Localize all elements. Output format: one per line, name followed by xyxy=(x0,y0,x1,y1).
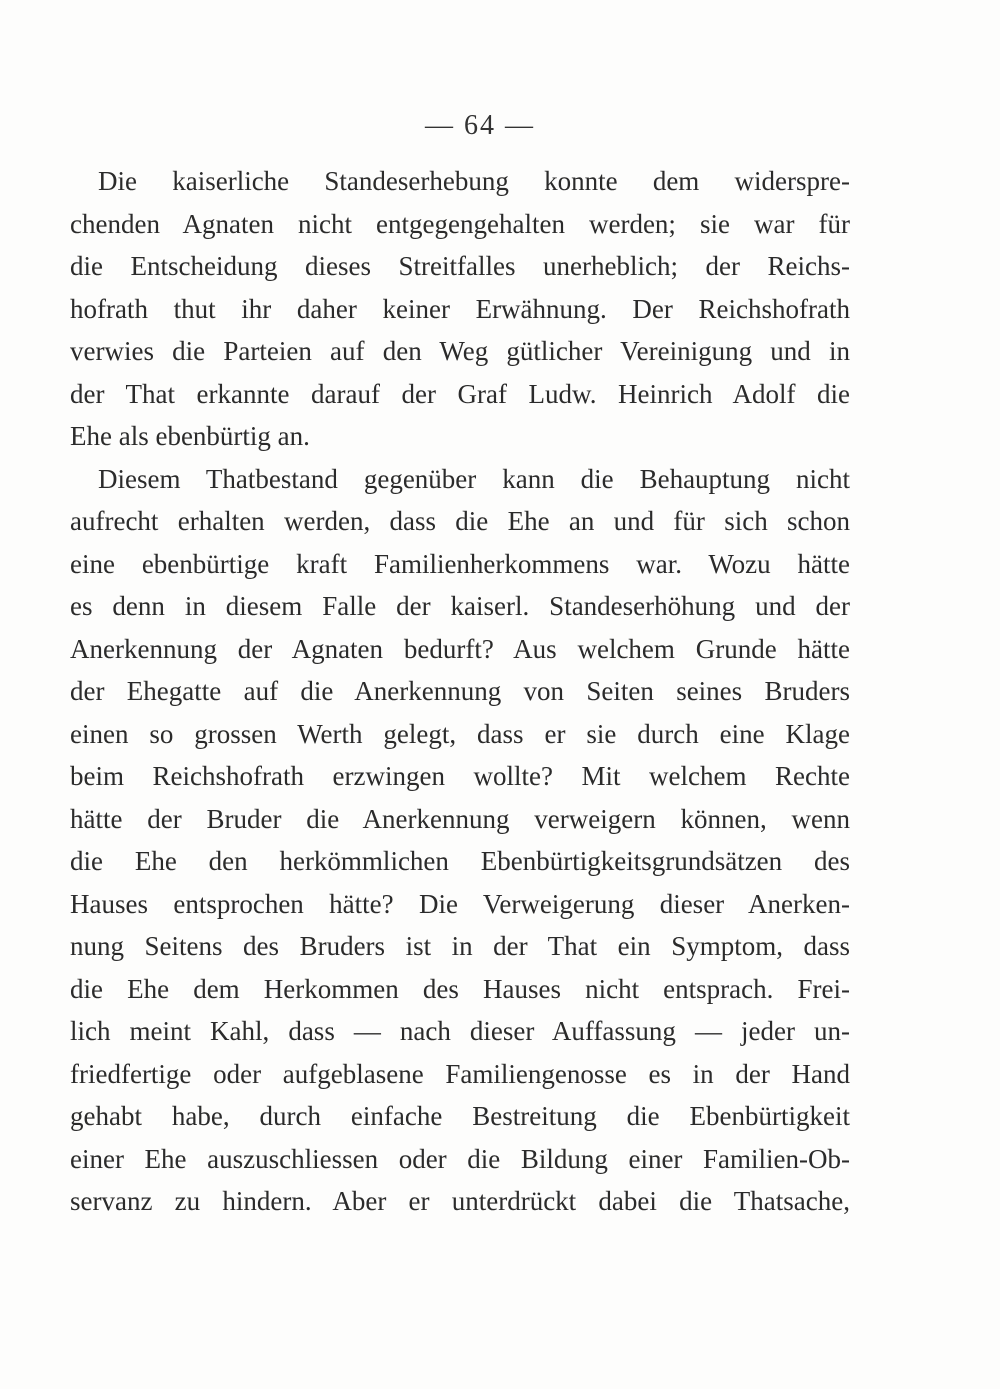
paragraph-2-line-7: einen so grossen Werth gelegt, dass er sie durch eine Klage xyxy=(70,718,850,749)
paragraph-2-line-18: servanz zu hindern. Aber er unterdrückt dabei die Thatsache, xyxy=(70,1186,850,1216)
paragraph-2-line-11: Hauses entsprochen hätte? Die Verweigerung dieser Anerken- xyxy=(70,888,850,919)
paragraph-2-line-5: Anerkennung der Agnaten bedurft? Aus welchem Grunde hätte xyxy=(70,633,850,664)
paragraph-2-line-13: die Ehe dem Herkommen des Hauses nicht entsprach. Frei- xyxy=(70,973,850,1004)
paragraph-2-line-1: Diesem Thatbestand gegenüber kann die Behauptung nicht xyxy=(98,463,850,494)
paragraph-2-line-9: hätte der Bruder die Anerkennung verweigern können, wenn xyxy=(70,803,850,834)
paragraph-1-line-1: Die kaiserliche Standeserhebung konnte dem widersprе- xyxy=(98,166,850,196)
body-text xyxy=(70,160,850,1223)
paragraph-1-line-7: Ehe als ebenbürtig an. xyxy=(70,421,310,451)
paragraph-2-line-12: nung Seitens des Bruders ist in der That ein Symptom, dass xyxy=(70,931,850,961)
paragraph-2-line-14: lich meint Kahl, dass — nach dieser Auffassung — jeder un- xyxy=(70,1016,850,1046)
paragraph-1-line-2: chenden Agnaten nicht entgegengehalten werden; sie war für xyxy=(70,208,850,239)
paragraph-1-line-4: hofrath thut ihr daher keiner Erwähnung. Der Reichshofrath xyxy=(70,293,850,324)
paragraph-2-line-17: einer Ehe auszuschliessen oder die Bildung einer Familien-Ob- xyxy=(70,1143,850,1174)
paragraph-2-line-6: der Ehegatte auf die Anerkennung von Seiten seines Bruders xyxy=(70,676,850,706)
paragraph-2-line-4: es denn in diesem Falle der kaiserl. Standeserhöhung und der xyxy=(70,591,850,621)
paragraph-2-line-10: die Ehe den herkömmlichen Ebenbürtigkeitsgrundsätzen des xyxy=(70,846,850,876)
paragraph-2-line-15: friedfertige oder aufgeblasene Familiengenosse es in der Hand xyxy=(70,1058,850,1089)
paragraph-1-line-3: die Entscheidung dieses Streitfalles unerheblich; der Reichs- xyxy=(70,251,850,281)
paragraph-1-line-5: verwies die Parteien auf den Weg gütlicher Vereinigung und in xyxy=(70,336,850,366)
page-number: — 64 — xyxy=(425,110,535,141)
paragraph-2-line-3: eine ebenbürtige kraft Familienherkommens war. Wozu hätte xyxy=(70,548,850,579)
paragraph-2-line-16: gehabt habe, durch einfache Bestreitung die Ebenbürtigkeit xyxy=(70,1101,850,1131)
paragraph-2-line-8: beim Reichshofrath erzwingen wollte? Mit welchem Rechte xyxy=(70,761,850,791)
paragraph-1-line-6: der That erkannte darauf der Graf Ludw. Heinrich Adolf die xyxy=(70,378,850,409)
paragraph-2-line-2: aufrecht erhalten werden, dass die Ehe an und für sich schon xyxy=(70,506,850,536)
